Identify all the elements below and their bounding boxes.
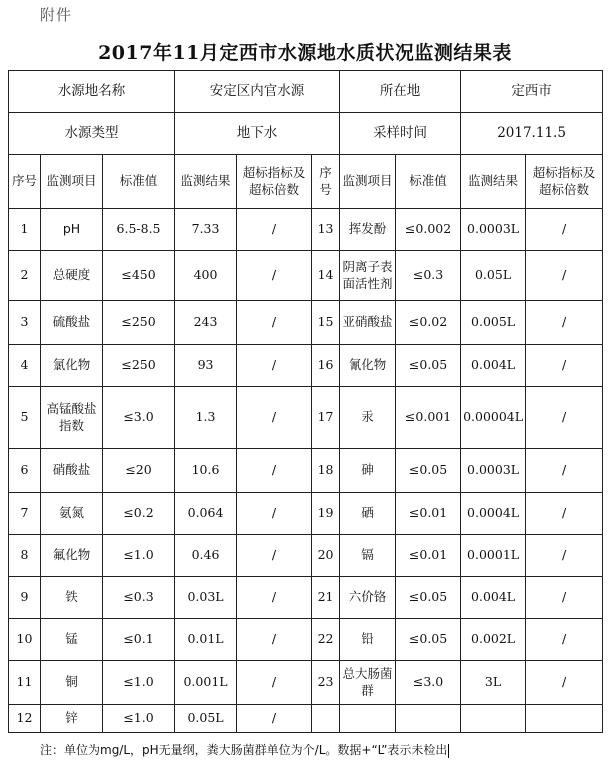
right-seq-cell: 13	[312, 209, 340, 251]
table-row	[9, 619, 603, 661]
right-seq-cell: 20	[312, 535, 340, 577]
source-type-value: 地下水	[175, 113, 340, 155]
table-row	[9, 705, 603, 733]
left-item-cell: 高锰酸盐指数	[41, 387, 103, 449]
page-title: 2017年11月定西市水源地水质状况监测结果表	[98, 42, 512, 64]
right-result-cell: 0.004L	[461, 577, 526, 619]
right-seq-cell: 15	[312, 301, 340, 345]
header-exceed-left: 超标指标及超标倍数	[237, 155, 312, 209]
right-item-cell: 氰化物	[340, 345, 396, 387]
right-result-cell: 0.0001L	[461, 535, 526, 577]
left-seq-cell: 6	[9, 449, 41, 493]
left-standard-cell: ≤3.0	[103, 387, 175, 449]
right-standard-cell: ≤0.3	[396, 251, 461, 301]
left-seq-cell: 4	[9, 345, 41, 387]
left-result-cell: 0.46	[175, 535, 237, 577]
left-exceed-cell: /	[237, 449, 312, 493]
right-exceed-cell: /	[526, 493, 603, 535]
right-result-cell: 0.0003L	[461, 449, 526, 493]
table-row	[9, 577, 603, 619]
left-seq-cell: 8	[9, 535, 41, 577]
right-seq-cell	[312, 705, 340, 733]
right-seq-cell: 17	[312, 387, 340, 449]
right-standard-cell: ≤0.01	[396, 535, 461, 577]
left-result-cell: 0.03L	[175, 577, 237, 619]
left-seq-cell: 10	[9, 619, 41, 661]
right-standard-cell: ≤0.05	[396, 577, 461, 619]
right-standard-cell: ≤0.05	[396, 619, 461, 661]
right-standard-cell: ≤0.001	[396, 387, 461, 449]
right-standard-cell: ≤0.05	[396, 449, 461, 493]
left-standard-cell: ≤0.2	[103, 493, 175, 535]
left-seq-cell: 11	[9, 661, 41, 705]
right-exceed-cell: /	[526, 449, 603, 493]
header-standard-right: 标准值	[396, 155, 461, 209]
footnote-text: 注：单位为mg/L，pH无量纲，粪大肠菌群单位为个/L。数据+“L”表示未检出	[40, 743, 448, 757]
left-result-cell: 243	[175, 301, 237, 345]
left-result-cell: 0.064	[175, 493, 237, 535]
right-item-cell: 镉	[340, 535, 396, 577]
results-table	[8, 70, 603, 733]
right-item-cell: 阴离子表面活性剂	[340, 251, 396, 301]
left-seq-cell: 1	[9, 209, 41, 251]
sample-time-value: 2017.11.5	[461, 113, 603, 155]
left-standard-cell: 6.5-8.5	[103, 209, 175, 251]
left-result-cell: 1.3	[175, 387, 237, 449]
right-result-cell: 0.05L	[461, 251, 526, 301]
left-item-cell: 氟化物	[41, 535, 103, 577]
right-seq-cell: 16	[312, 345, 340, 387]
header-seq-left: 序号	[9, 155, 41, 209]
table-row	[9, 493, 603, 535]
right-result-cell	[461, 705, 526, 733]
right-exceed-cell: /	[526, 535, 603, 577]
left-exceed-cell: /	[237, 251, 312, 301]
right-exceed-cell: /	[526, 251, 603, 301]
location-value: 定西市	[461, 71, 603, 113]
right-item-cell: 汞	[340, 387, 396, 449]
left-result-cell: 10.6	[175, 449, 237, 493]
left-standard-cell: ≤1.0	[103, 705, 175, 733]
left-standard-cell: ≤20	[103, 449, 175, 493]
right-result-cell: 0.005L	[461, 301, 526, 345]
right-item-cell: 砷	[340, 449, 396, 493]
left-exceed-cell: /	[237, 493, 312, 535]
table-row	[9, 209, 603, 251]
table-row	[9, 535, 603, 577]
header-standard-left: 标准值	[103, 155, 175, 209]
right-seq-cell: 19	[312, 493, 340, 535]
left-result-cell: 400	[175, 251, 237, 301]
left-item-cell: 硫酸盐	[41, 301, 103, 345]
right-item-cell: 亚硝酸盐	[340, 301, 396, 345]
info-row-1	[9, 71, 603, 113]
info-row-2	[9, 113, 603, 155]
header-item-left: 监测项目	[41, 155, 103, 209]
left-item-cell: 锰	[41, 619, 103, 661]
left-seq-cell: 9	[9, 577, 41, 619]
left-result-cell: 0.01L	[175, 619, 237, 661]
left-item-cell: 硝酸盐	[41, 449, 103, 493]
right-standard-cell: ≤3.0	[396, 661, 461, 705]
left-exceed-cell: /	[237, 209, 312, 251]
left-item-cell: 氯化物	[41, 345, 103, 387]
left-exceed-cell: /	[237, 345, 312, 387]
left-exceed-cell: /	[237, 577, 312, 619]
right-result-cell: 0.0004L	[461, 493, 526, 535]
left-item-cell: 铜	[41, 661, 103, 705]
right-result-cell: 0.002L	[461, 619, 526, 661]
right-result-cell: 0.00004L	[461, 387, 526, 449]
left-standard-cell: ≤250	[103, 345, 175, 387]
right-item-cell: 硒	[340, 493, 396, 535]
left-result-cell: 93	[175, 345, 237, 387]
right-item-cell	[340, 705, 396, 733]
right-exceed-cell: /	[526, 577, 603, 619]
right-exceed-cell: /	[526, 345, 603, 387]
right-exceed-cell: /	[526, 661, 603, 705]
left-seq-cell: 12	[9, 705, 41, 733]
right-standard-cell: ≤0.01	[396, 493, 461, 535]
header-seq-right: 序号	[312, 155, 340, 209]
right-exceed-cell	[526, 705, 603, 733]
right-exceed-cell: /	[526, 209, 603, 251]
right-exceed-cell: /	[526, 301, 603, 345]
left-standard-cell: ≤250	[103, 301, 175, 345]
footnote	[40, 741, 449, 758]
right-result-cell: 0.0003L	[461, 209, 526, 251]
left-seq-cell: 2	[9, 251, 41, 301]
header-exceed-right: 超标指标及超标倍数	[526, 155, 603, 209]
left-exceed-cell: /	[237, 705, 312, 733]
right-seq-cell: 18	[312, 449, 340, 493]
left-seq-cell: 5	[9, 387, 41, 449]
left-result-cell: 0.001L	[175, 661, 237, 705]
left-item-cell: 铁	[41, 577, 103, 619]
left-result-cell: 0.05L	[175, 705, 237, 733]
left-seq-cell: 3	[9, 301, 41, 345]
sample-time-label: 采样时间	[340, 113, 461, 155]
header-row	[9, 155, 603, 209]
right-result-cell: 3L	[461, 661, 526, 705]
left-exceed-cell: /	[237, 387, 312, 449]
table-row	[9, 661, 603, 705]
left-exceed-cell: /	[237, 301, 312, 345]
left-result-cell: 7.33	[175, 209, 237, 251]
right-standard-cell: ≤0.02	[396, 301, 461, 345]
left-standard-cell: ≤0.1	[103, 619, 175, 661]
right-result-cell: 0.004L	[461, 345, 526, 387]
right-standard-cell: ≤0.002	[396, 209, 461, 251]
left-item-cell: 锌	[41, 705, 103, 733]
attachment-label: 附件	[40, 6, 73, 24]
header-item-right: 监测项目	[340, 155, 396, 209]
table-row	[9, 345, 603, 387]
left-standard-cell: ≤1.0	[103, 535, 175, 577]
text-cursor	[448, 744, 449, 758]
header-result-right: 监测结果	[461, 155, 526, 209]
left-item-cell: pH	[41, 209, 103, 251]
left-standard-cell: ≤1.0	[103, 661, 175, 705]
left-item-cell: 氨氮	[41, 493, 103, 535]
table-row	[9, 251, 603, 301]
left-exceed-cell: /	[237, 535, 312, 577]
source-name-label: 水源地名称	[9, 71, 175, 113]
left-seq-cell: 7	[9, 493, 41, 535]
left-exceed-cell: /	[237, 619, 312, 661]
right-seq-cell: 21	[312, 577, 340, 619]
right-item-cell: 六价铬	[340, 577, 396, 619]
right-item-cell: 铅	[340, 619, 396, 661]
right-standard-cell	[396, 705, 461, 733]
location-label: 所在地	[340, 71, 461, 113]
right-exceed-cell: /	[526, 387, 603, 449]
right-seq-cell: 23	[312, 661, 340, 705]
left-exceed-cell: /	[237, 661, 312, 705]
left-item-cell: 总硬度	[41, 251, 103, 301]
right-seq-cell: 22	[312, 619, 340, 661]
source-type-label: 水源类型	[9, 113, 175, 155]
table-row	[9, 301, 603, 345]
right-item-cell: 挥发酚	[340, 209, 396, 251]
right-seq-cell: 14	[312, 251, 340, 301]
source-name-value: 安定区内官水源	[175, 71, 340, 113]
left-standard-cell: ≤0.3	[103, 577, 175, 619]
right-item-cell: 总大肠菌群	[340, 661, 396, 705]
left-standard-cell: ≤450	[103, 251, 175, 301]
table-row	[9, 449, 603, 493]
right-exceed-cell: /	[526, 619, 603, 661]
header-result-left: 监测结果	[175, 155, 237, 209]
right-standard-cell: ≤0.05	[396, 345, 461, 387]
table-row	[9, 387, 603, 449]
